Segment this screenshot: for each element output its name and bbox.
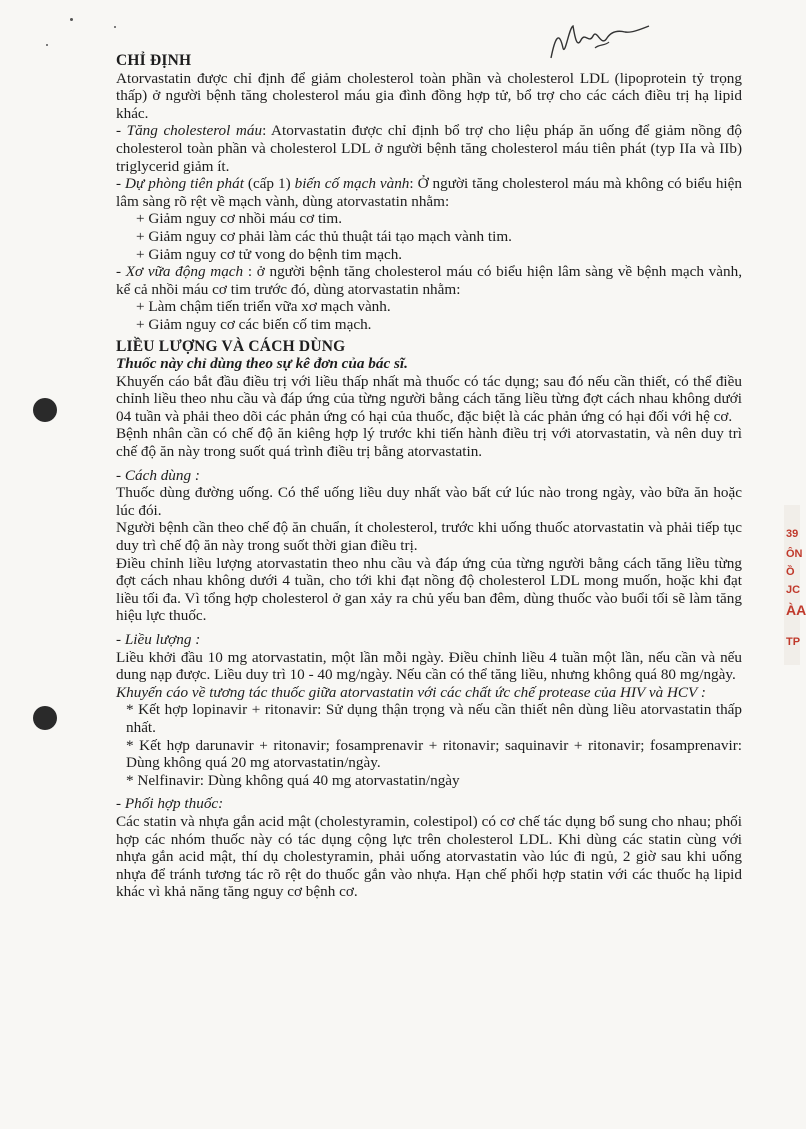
- bullet-item: + Giảm nguy cơ nhồi máu cơ tim.: [136, 210, 343, 228]
- edge-mark: JC: [786, 584, 801, 596]
- paragraph: Khuyến cáo bắt đầu điều trị với liều thấp nhất mà thuốc có tác dụng; sau đó nếu cần thiết, có thể điều chỉnh liều theo nhu cầu và đáp ứng của từng người bằng cách tăng liều từng đợt cách nhau không dưới 04 tuần và phải theo dõi các phản ứng có hại của thuốc, đặc biệt là các phản ứng có hại đối với hệ cơ.: [116, 372, 742, 425]
- paragraph: Các statin và nhựa gắn acid mật (cholestyramin, colestipol) có cơ chế tác dụng bổ sung cho nhau; phối hợp các nhóm thuốc này có tác dụng cộng lực trên cholesterol LDL. Khi dùng các statin cùng với nhựa gắn acid mật, thí dụ cholestyramin, phải uống atorvastatin vào lúc đi ngủ, 2 giờ sau khi uống nhựa để tránh tương tác rõ rệt do thuốc gắn vào nhựa. Hạn chế phối hợp statin với các thuốc hạ lipid khác vì khả năng tăng nguy cơ bệnh cơ.: [116, 812, 742, 901]
- bullet-item: + Giảm nguy cơ tử vong do bệnh tim mạch.: [136, 245, 403, 263]
- scan-speck: [46, 44, 48, 46]
- indication-item: - Xơ vữa động mạch : ở người bệnh tăng cholesterol máu có biểu hiện lâm sàng về bệnh mạch vành, kể cả nhồi máu cơ tim trước đó, dùng atorvastatin nhằm:: [116, 263, 742, 298]
- interaction-item: * Kết hợp darunavir + ritonavir; fosamprenavir + ritonavir; saquinavir + ritonavir; fosamprenavir: Dùng không quá 20 mg atorvastatin/ngày.: [126, 736, 742, 772]
- subsection-label-phoi-hop: - Phối hợp thuốc:: [116, 795, 224, 813]
- edge-mark: ÀA: [786, 602, 806, 618]
- indication-label: biến cố mạch vành: [294, 175, 410, 193]
- paragraph: Bệnh nhân cần có chế độ ăn kiêng hợp lý trước khi tiến hành điều trị với atorvastatin, và nên duy trì chế độ ăn này trong suốt quá trình điều trị bằng atorvastatin.: [116, 425, 742, 461]
- paragraph: Người bệnh cần theo chế độ ăn chuẩn, ít cholesterol, trước khi uống thuốc atorvastatin và phải tiếp tục duy trì chế độ ăn này trong suốt thời gian điều trị.: [116, 519, 742, 555]
- section-heading-lieu-luong: LIỀU LƯỢNG VÀ CÁCH DÙNG: [116, 337, 346, 355]
- bullet-item: + Giảm nguy cơ các biến cố tim mạch.: [136, 315, 372, 333]
- subsection-label-lieu-luong: - Liều lượng :: [116, 631, 201, 648]
- paragraph: Thuốc dùng đường uống. Có thể uống liều duy nhất vào bất cứ lúc nào trong ngày, vào bữa ăn hoặc lúc đói.: [116, 484, 742, 519]
- paragraph: Điều chỉnh liều lượng atorvastatin theo nhu cầu và đáp ứng của từng người bằng cách tăng liều từng đợt cách nhau không dưới 4 tuần, cho tới khi đạt nồng độ cholesterol LDL mong muốn, hoặc khi đạt liều tối đa. Vì tổng hợp cholesterol ở gan xảy ra chủ yếu ban đêm, dùng thuốc vào buổi tối sẽ làm tăng hiệu lực thuốc.: [116, 554, 742, 625]
- indication-label: Xơ vữa động mạch: [125, 263, 244, 281]
- interaction-item: * Nelfinavir: Dùng không quá 40 mg atorvastatin/ngày: [126, 771, 460, 789]
- punch-hole: [33, 398, 57, 422]
- document-body: [116, 52, 742, 901]
- indication-label: Dự phòng tiên phát: [125, 175, 244, 193]
- section-heading-chi-dinh: CHỈ ĐỊNH: [116, 52, 192, 69]
- indication-label: Tăng cholesterol máu: [126, 122, 263, 140]
- paragraph: Atorvastatin được chỉ định để giảm cholesterol toàn phần và cholesterol LDL (lipoprotein tỷ trọng thấp) ở người bệnh tăng cholesterol máu gia đình đồng hợp tử, bổ trợ cho các cách điều trị hạ lipid khác.: [116, 69, 742, 122]
- prescription-note: Thuốc này chỉ dùng theo sự kê đơn của bác sĩ.: [116, 355, 408, 373]
- scan-speck: [70, 18, 73, 21]
- interaction-item: * Kết hợp lopinavir + ritonavir: Sử dụng thận trọng và nếu cần thiết nên dùng liều atorvastatin thấp nhất.: [126, 701, 742, 736]
- punch-hole: [33, 706, 57, 730]
- scan-speck: [114, 26, 116, 28]
- bullet-item: + Làm chậm tiến triển vữa xơ mạch vành.: [136, 298, 391, 316]
- edge-mark: 39: [786, 528, 799, 540]
- indication-item: - Dự phòng tiên phát (cấp 1) biến cố mạch vành: Ở người tăng cholesterol máu mà không có biểu hiện lâm sàng rõ rệt về mạch vành, dùng atorvastatin nhằm:: [116, 175, 742, 210]
- edge-mark: ÔN: [786, 548, 803, 560]
- subsection-label-cach-dung: - Cách dùng :: [116, 466, 200, 484]
- bullet-item: + Giảm nguy cơ phải làm các thủ thuật tái tạo mạch vành tim.: [136, 227, 512, 245]
- hiv-interaction-note: Khuyến cáo về tương tác thuốc giữa atorvastatin với các chất ức chế protease của HIV và HCV :: [116, 683, 706, 701]
- paragraph: Liều khởi đầu 10 mg atorvastatin, một lần mỗi ngày. Điều chỉnh liều 4 tuần một lần, nếu cần và nếu dung nạp được. Liều duy trì 10 - 40 mg/ngày. Nếu cần có thể tăng liều, nhưng không quá 80 mg/ngày.: [116, 648, 742, 684]
- indication-item: - Tăng cholesterol máu: Atorvastatin được chỉ định bổ trợ cho liệu pháp ăn uống để giảm nồng độ cholesterol toàn phần và cholesterol LDL ở người bệnh tăng cholesterol máu tiên phát (typ IIa và IIb) triglycerid giảm ít.: [116, 122, 742, 175]
- edge-mark: TP: [786, 636, 801, 648]
- edge-mark: Ồ: [786, 566, 795, 578]
